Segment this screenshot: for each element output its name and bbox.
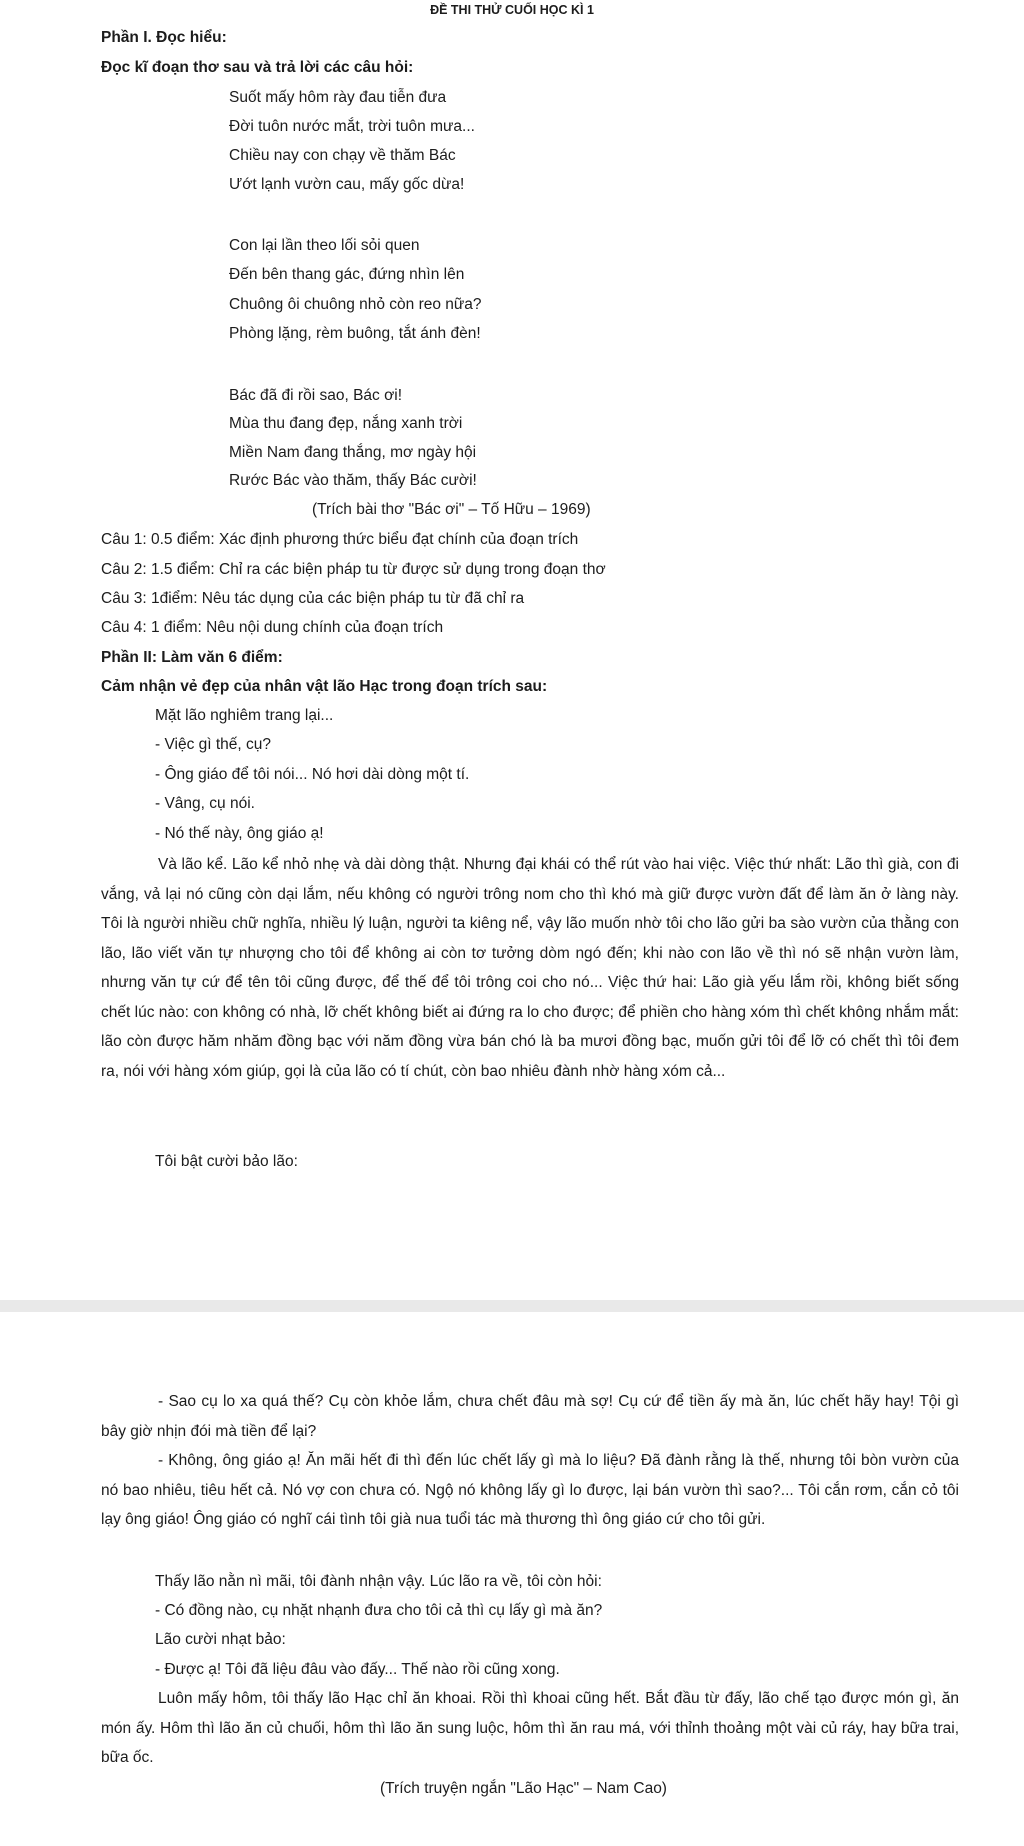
- poem-line: Đời tuôn nước mắt, trời tuôn mưa...: [229, 118, 475, 135]
- poem-line: Đến bên thang gác, đứng nhìn lên: [229, 266, 465, 283]
- dialogue-line: - Ông giáo để tôi nói... Nó hơi dài dòng một tí.: [155, 766, 470, 783]
- story-paragraph: Luôn mấy hôm, tôi thấy lão Hạc chỉ ăn khoai. Rồi thì khoai cũng hết. Bắt đầu từ đấy, lão chế tạo được món gì, ăn món ấy. Hôm thì lão ăn củ chuối, hôm thì lão ăn sung luộc, hôm thì ăn rau má, với thỉnh thoảng một vài củ ráy, hay bữa trai, bữa ốc.: [101, 1690, 959, 1766]
- poem-line: Chiều nay con chạy về thăm Bác: [229, 147, 456, 164]
- part1-heading: Phần I. Đọc hiểu:: [101, 29, 227, 46]
- part1-instruction: Đọc kĩ đoạn thơ sau và trả lời các câu hỏi:: [101, 59, 414, 76]
- poem-line: Con lại lần theo lối sỏi quen: [229, 237, 420, 254]
- story-source: (Trích truyện ngắn "Lão Hạc" – Nam Cao): [380, 1780, 667, 1797]
- story-line: - Có đồng nào, cụ nhặt nhạnh đưa cho tôi cả thì cụ lấy gì mà ăn?: [155, 1602, 603, 1619]
- story-paragraph: - Không, ông giáo ạ! Ăn mãi hết đi thì đến lúc chết lấy gì mà lo liệu? Đã đành rằng là thế, nhưng tôi bòn vườn của nó bao nhiêu, tiêu hết cả. Nó vợ con chưa có. Ngộ nó không lấy gì lo được, lại bán vườn thì sao?... Tôi cắn rơm, cắn cỏ tôi lạy ông giáo! Ông giáo có nghĩ cái tình tôi già nua tuổi tác mà thương thì ông giáo cứ cho tôi gửi.: [101, 1452, 959, 1528]
- poem-line: Mùa thu đang đẹp, nắng xanh trời: [229, 415, 463, 432]
- story-paragraph: - Sao cụ lo xa quá thế? Cụ còn khỏe lắm, chưa chết đâu mà sợ! Cụ cứ để tiền ấy mà ăn, lúc chết hãy hay! Tội gì bây giờ nhịn đói mà tiền để lại?: [101, 1393, 959, 1440]
- dialogue-line: - Nó thế này, ông giáo ạ!: [155, 825, 324, 842]
- story-line: Thấy lão nằn nì mãi, tôi đành nhận vậy. Lúc lão ra về, tôi còn hỏi:: [155, 1573, 602, 1590]
- question-3: Câu 3: 1điểm: Nêu tác dụng của các biện pháp tu từ đã chỉ ra: [101, 590, 525, 607]
- story-line: Lão cười nhạt bảo:: [155, 1631, 286, 1648]
- poem-line: Bác đã đi rồi sao, Bác ơi!: [229, 387, 402, 404]
- poem-line: Suốt mấy hôm rày đau tiễn đưa: [229, 89, 447, 106]
- part2-heading: Phần II: Làm văn 6 điểm:: [101, 649, 283, 666]
- document-page-2: [0, 1312, 1024, 1846]
- story-line: Tôi bật cười bảo lão:: [155, 1153, 298, 1170]
- story-paragraph: Và lão kể. Lão kể nhỏ nhẹ và dài dòng thật. Nhưng đại khái có thể rút vào hai việc. Việc thứ nhất: Lão thì già, con đi vắng, vả lại nó cũng còn dại lắm, nếu không có người trông nom cho thì khó mà giữ được vườn đất để làm ăn ở làng này. Tôi là người nhiều chữ nghĩa, nhiều lý luận, người ta kiêng nể, vậy lão muốn nhờ tôi cho lão gửi ba sào vườn của thằng con lão, lão viết văn tự nhượng cho tôi để không ai còn tơ tưởng dòm ngó đến; khi nào con lão về thì nó sẽ nhận vườn làm, nhưng văn tự cứ để tên tôi cũng được, để thế để tôi trông coi cho nó... Việc thứ hai: Lão già yếu lắm rồi, không biết sống chết lúc nào: con không có nhà, lỡ chết không biết ai đứng ra lo cho được; để phiền cho hàng xóm thì chết không nhắm mắt: lão còn được hăm nhăm đồng bạc với năm đồng vừa bán chó là ba mươi đồng bạc, muốn gửi tôi để lỡ có chết thì tôi đem ra, nói với hàng xóm giúp, gọi là của lão có tí chút, còn bao nhiêu đành nhờ hàng xóm cả...: [101, 856, 959, 1080]
- poem-line: Rước Bác vào thăm, thấy Bác cười!: [229, 472, 477, 489]
- exam-title: ĐỀ THI THỬ CUỐI HỌC KÌ 1: [430, 3, 594, 17]
- poem-line: Ướt lạnh vườn cau, mấy gốc dừa!: [229, 176, 465, 193]
- dialogue-line: Mặt lão nghiêm trang lại...: [155, 707, 334, 724]
- poem-source: (Trích bài thơ "Bác ơi" – Tố Hữu – 1969): [312, 501, 591, 518]
- poem-line: Miền Nam đang thắng, mơ ngày hội: [229, 444, 477, 461]
- dialogue-line: - Việc gì thế, cụ?: [155, 736, 272, 753]
- poem-line: Chuông ôi chuông nhỏ còn reo nữa?: [229, 296, 482, 313]
- question-1: Câu 1: 0.5 điểm: Xác định phương thức biểu đạt chính của đoạn trích: [101, 531, 579, 548]
- dialogue-line: - Vâng, cụ nói.: [155, 795, 255, 812]
- question-4: Câu 4: 1 điểm: Nêu nội dung chính của đoạn trích: [101, 619, 444, 636]
- question-2: Câu 2: 1.5 điểm: Chỉ ra các biện pháp tu từ được sử dụng trong đoạn thơ: [101, 561, 606, 578]
- part2-prompt: Cảm nhận vẻ đẹp của nhân vật lão Hạc trong đoạn trích sau:: [101, 678, 548, 695]
- poem-line: Phòng lặng, rèm buông, tắt ánh đèn!: [229, 325, 481, 342]
- page-break: [0, 1300, 1024, 1312]
- story-line: - Được ạ! Tôi đã liệu đâu vào đấy... Thế nào rồi cũng xong.: [155, 1661, 560, 1678]
